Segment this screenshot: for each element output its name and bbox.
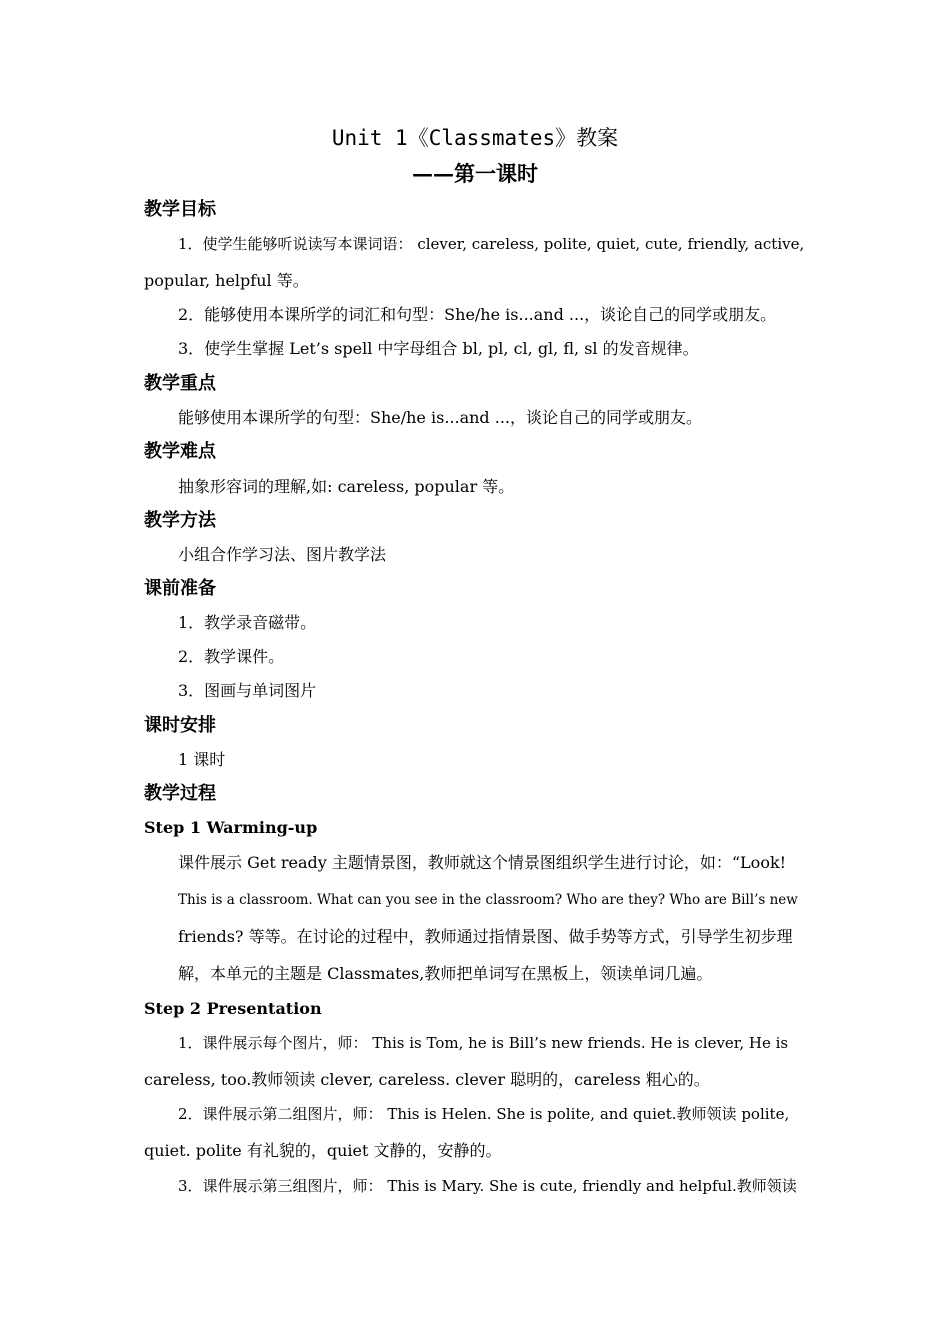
document-subtitle: ——第一课时 bbox=[412, 161, 538, 186]
methods-text: 小组合作学习法、图片教学法 bbox=[178, 545, 387, 564]
preparation-item-2: 2．教学课件。 bbox=[178, 647, 285, 666]
heading-schedule: 课时安排 bbox=[144, 715, 216, 736]
objective-item-1-line-2: popular, helpful 等。 bbox=[144, 271, 309, 290]
step-1-line-2: This is a classroom. What can you see in the classroom? Who are they? Who are Bill’s new bbox=[178, 892, 798, 908]
heading-difficulties: 教学难点 bbox=[144, 441, 216, 462]
step-1-line-3: friends? 等等。在讨论的过程中，教师通过指情景图、做手势等方式，引导学生初步理 bbox=[178, 927, 793, 946]
objective-item-3: 3．使学生掌握 Let’s spell 中字母组合 bl, pl, cl, gl, fl, sl 的发音规律。 bbox=[178, 339, 699, 358]
step-2-para-2-line-1: 2．课件展示第二组图片，师： This is Helen. She is polite, and quiet.教师领读 polite, bbox=[178, 1105, 790, 1123]
step-1-title: Step 1 Warming-up bbox=[144, 818, 318, 837]
schedule-text: 1 课时 bbox=[178, 750, 226, 769]
heading-key-points: 教学重点 bbox=[144, 373, 216, 394]
step-2-para-2-line-2: quiet. polite 有礼貌的，quiet 文静的，安静的。 bbox=[144, 1141, 502, 1160]
objective-item-2: 2．能够使用本课所学的词汇和句型：She/he is...and ...，谈论自己的同学或朋友。 bbox=[178, 305, 777, 324]
step-2-para-3-line-1: 3．课件展示第三组图片，师： This is Mary. She is cute, friendly and helpful.教师领读 bbox=[178, 1177, 797, 1195]
preparation-item-3: 3．图画与单词图片 bbox=[178, 681, 317, 700]
heading-process: 教学过程 bbox=[144, 783, 216, 804]
key-points-text: 能够使用本课所学的句型：She/he is...and ...，谈论自己的同学或朋友。 bbox=[178, 408, 703, 427]
objective-item-1-line-1: 1．使学生能够听说读写本课词语： clever, careless, polite, quiet, cute, friendly, active, bbox=[178, 235, 805, 253]
document-title: Unit 1《Classmates》教案 bbox=[331, 126, 619, 150]
step-2-para-1-line-1: 1．课件展示每个图片，师： This is Tom, he is Bill’s new friends. He is clever, He is bbox=[178, 1034, 789, 1052]
step-1-line-1: 课件展示 Get ready 主题情景图，教师就这个情景图组织学生进行讨论，如：“Look! bbox=[178, 853, 787, 872]
heading-objectives: 教学目标 bbox=[144, 199, 216, 220]
step-2-title: Step 2 Presentation bbox=[144, 999, 322, 1018]
heading-methods: 教学方法 bbox=[144, 510, 216, 531]
heading-preparation: 课前准备 bbox=[144, 578, 216, 599]
preparation-item-1: 1．教学录音磁带。 bbox=[178, 613, 317, 632]
step-1-line-4: 解，本单元的主题是 Classmates,教师把单词写在黑板上，领读单词几遍。 bbox=[178, 964, 713, 983]
difficulties-text: 抽象形容词的理解,如: careless, popular 等。 bbox=[178, 477, 515, 496]
step-2-para-1-line-2: careless, too.教师领读 clever, careless. clever 聪明的，careless 粗心的。 bbox=[144, 1070, 710, 1089]
